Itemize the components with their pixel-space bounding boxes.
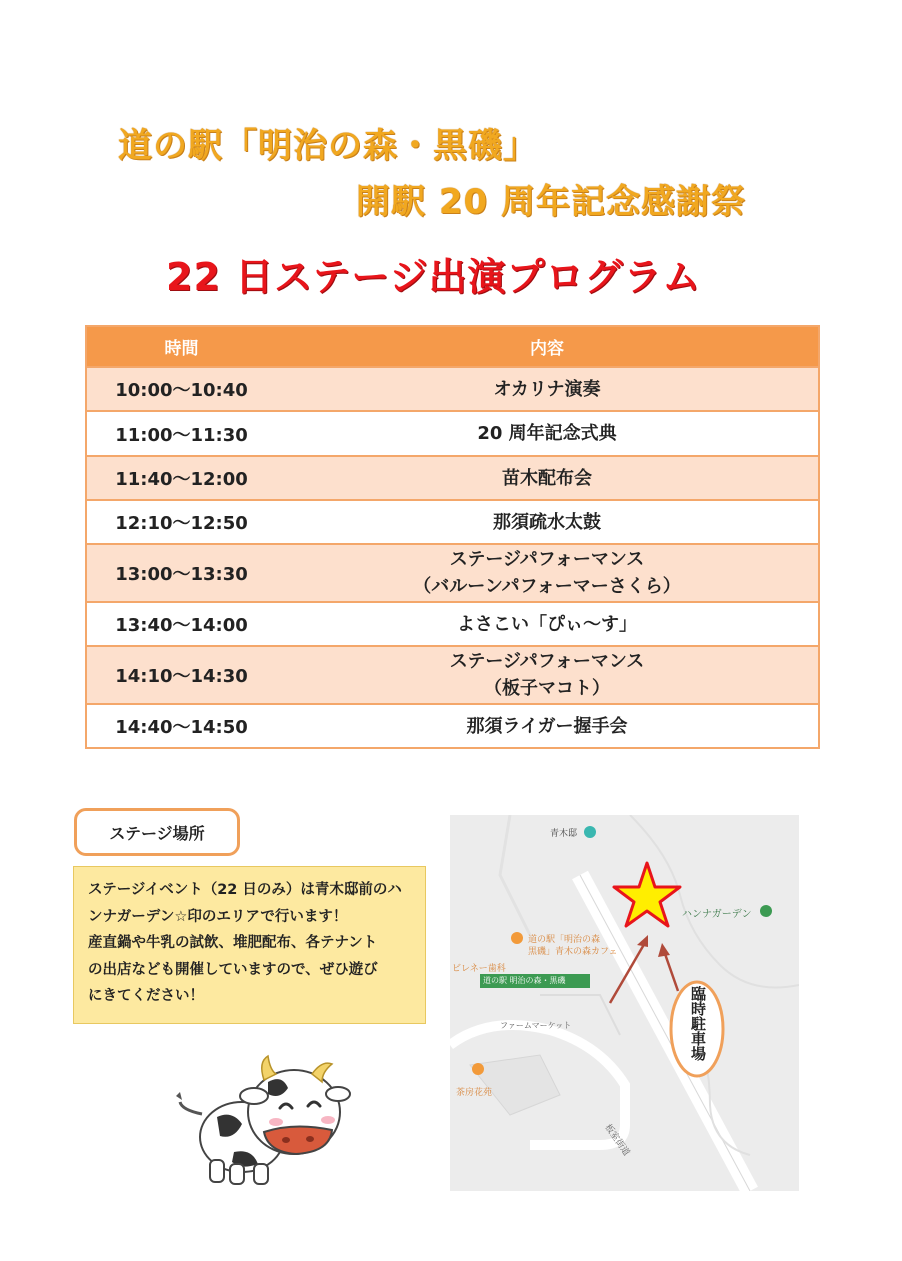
row-time: 10:00～10:40: [86, 367, 276, 411]
row-item-title: ステージパフォーマンス: [449, 651, 645, 672]
row-time: 11:40～12:00: [86, 456, 276, 500]
row-time: 12:10～12:50: [86, 500, 276, 544]
table-row: [86, 367, 819, 411]
map-label-farm: ファームマーケット: [500, 1021, 572, 1030]
row-item: 那須疏水太鼓: [276, 500, 819, 544]
row-time: 14:10～14:30: [86, 646, 276, 704]
table-row: [86, 456, 819, 500]
row-time: 13:00～13:30: [86, 544, 276, 602]
map-label-michinoeki-1: 道の駅「明治の森: [528, 935, 601, 945]
row-time: 13:40～14:00: [86, 602, 276, 646]
row-time: 14:40～14:50: [86, 704, 276, 748]
table-row: [86, 704, 819, 748]
row-time: 11:00～11:30: [86, 411, 276, 456]
table-row: [86, 646, 819, 704]
row-item-title: ステージパフォーマンス: [449, 549, 645, 570]
table-row: [86, 602, 819, 646]
info-line: ンナガーデン☆印のエリアで行います！: [88, 908, 348, 925]
row-item-subtitle: （板子マコト）: [484, 678, 610, 699]
table-row: [86, 411, 819, 456]
map-label-dental: ビレネー歯科: [452, 964, 506, 974]
column-header-time: 時間: [86, 326, 276, 367]
row-item: オカリナ演奏: [276, 367, 819, 411]
map-graphic: [450, 815, 799, 1191]
venue-map: [450, 815, 799, 1191]
map-label-hanna: ハンナガーデン: [682, 909, 752, 920]
map-label-sabo: 茶房花苑: [456, 1088, 493, 1098]
row-item: 苗木配布会: [276, 456, 819, 500]
map-label-michinoeki-2: 黒磯」青木の森カフェ: [528, 947, 618, 957]
row-item: [276, 544, 819, 602]
row-item: [276, 646, 819, 704]
row-item: 那須ライガー握手会: [276, 704, 819, 748]
stage-location-label: ステージ場所: [74, 808, 240, 856]
program-table: [85, 325, 820, 749]
info-line: ステージイベント（22 日のみ）は青木邸前のハ: [88, 882, 402, 898]
info-line: の出店なども開催していますので、ぜひ遊び: [88, 961, 378, 978]
column-header-content: 内容: [276, 326, 819, 367]
event-title-line1: 道の駅「明治の森・黒磯」: [118, 126, 538, 166]
table-row: [86, 544, 819, 602]
map-label-green-sign: 道の駅 明治の森・黒磯: [483, 976, 566, 985]
row-item-subtitle: （バルーンパフォーマーさくら）: [413, 576, 681, 597]
map-label-aoki: 青木邸: [550, 829, 578, 839]
event-title-line2: 開駅 20 周年記念感謝祭: [356, 182, 746, 222]
table-header-row: [86, 326, 819, 367]
row-item: 20 周年記念式典: [276, 411, 819, 456]
map-label-parking: 臨時駐車場: [689, 986, 707, 1061]
cow-illustration: [172, 1052, 352, 1192]
table-row: [86, 500, 819, 544]
row-item: よさこい「ぴぃ～す」: [276, 602, 819, 646]
map-label-road: 板室街道: [602, 1122, 632, 1158]
stage-info-box: [73, 866, 426, 1024]
info-line: にきてください！: [88, 988, 204, 1004]
program-heading: 22 日ステージ出演プログラム: [166, 255, 702, 299]
info-line: 産直鍋や牛乳の試飲、堆肥配布、各テナント: [88, 935, 378, 951]
